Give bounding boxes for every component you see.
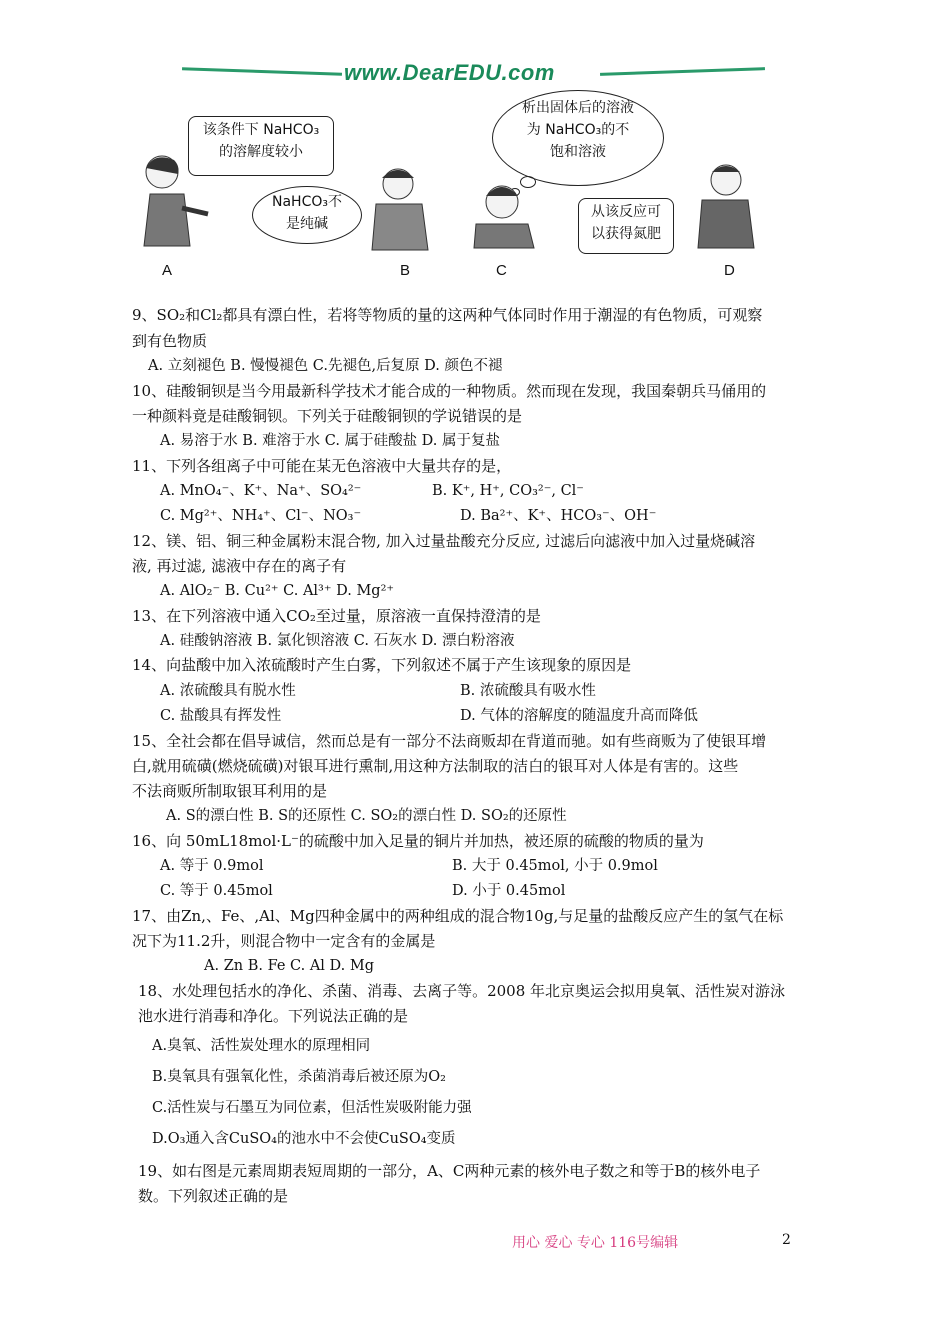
cartoon-label-b: B <box>400 262 411 279</box>
page-number: 2 <box>782 1232 791 1248</box>
speech-bubble-d <box>578 198 674 254</box>
bubble-d-text: 从该反应可以获得氮肥 <box>591 204 661 242</box>
q15-line1: 15、全社会都在倡导诚信，然而总是有一部分不法商贩却在背道而驰。如有些商贩为了使银耳增 <box>132 732 767 750</box>
speech-bubble-b <box>252 186 362 244</box>
q12-line1: 12、镁、铝、铜三种金属粉末混合物, 加入过量盐酸充分反应, 过滤后向滤液中加入过量烧碱溶 <box>132 532 756 550</box>
q16-option-a: A. 等于 0.9mol <box>160 858 264 874</box>
q9-options: A. 立刻褪色 B. 慢慢褪色 C.先褪色,后复原 D. 颜色不褪 <box>148 358 503 374</box>
q10-options: A. 易溶于水 B. 难溶于水 C. 属于硅酸盐 D. 属于复盐 <box>160 433 501 449</box>
q13-options: A. 硅酸钠溶液 B. 氯化钡溶液 C. 石灰水 D. 漂白粉溶液 <box>160 633 515 649</box>
q18-option-d: D.O₃通入含CuSO₄的池水中不会使CuSO₄变质 <box>152 1131 456 1147</box>
q12-options: A. AlO₂⁻ B. Cu²⁺ C. Al³⁺ D. Mg²⁺ <box>160 583 395 599</box>
q19-line1: 19、如右图是元素周期表短周期的一部分，A、C两种元素的核外电子数之和等于B的核外电子 <box>138 1162 761 1180</box>
footer-editor: 用心 爱心 专心 116号编辑 <box>512 1235 679 1251</box>
q17-line1: 17、由Zn,、Fe、,Al、Mg四种金属中的两种组成的混合物10g,与足量的盐酸反应产生的氢气在标 <box>132 907 784 925</box>
person-b-figure <box>368 162 438 252</box>
q17-line2: 况下为11.2升，则混合物中一定含有的金属是 <box>132 932 436 950</box>
bubble-b-text: NaHCO₃不是纯碱 <box>272 194 342 232</box>
bubble-c-text: 析出固体后的溶液为 NaHCO₃的不饱和溶液 <box>522 100 634 160</box>
q15-options: A. S的漂白性 B. S的还原性 C. SO₂的漂白性 D. SO₂的还原性 <box>166 808 567 824</box>
q17-options: A. Zn B. Fe C. Al D. Mg <box>204 958 375 974</box>
q14-option-d: D. 气体的溶解度的随温度升高而降低 <box>460 708 698 724</box>
header-line-right <box>600 67 765 76</box>
q14-option-c: C. 盐酸具有挥发性 <box>160 708 282 724</box>
q14-option-b: B. 浓硫酸具有吸水性 <box>460 683 596 699</box>
q11-stem: 11、下列各组离子中可能在某无色溶液中大量共存的是， <box>132 457 512 475</box>
person-d-figure <box>690 160 760 250</box>
q15-line3: 不法商贩所制取银耳利用的是 <box>132 782 328 800</box>
q19-line2: 数。下列叙述正确的是 <box>138 1187 289 1205</box>
q9-line1: 9、SO₂和Cl₂都具有漂白性，若将等物质的量的这两种气体同时作用于潮湿的有色物质，可观察 <box>132 306 763 324</box>
q12-line2: 液, 再过滤, 滤液中存在的离子有 <box>132 557 347 575</box>
q10-line2: 一种颜料竟是硅酸铜钡。下列关于硅酸铜钡的学说错误的是 <box>132 407 523 425</box>
q14-stem: 14、向盐酸中加入浓硫酸时产生白雾，下列叙述不属于产生该现象的原因是 <box>132 656 632 674</box>
q18-option-c: C.活性炭与石墨互为同位素，但活性炭吸附能力强 <box>152 1100 472 1116</box>
q18-line1: 18、水处理包括水的净化、杀菌、消毒、去离子等。2008 年北京奥运会拟用臭氧、活性炭对游泳 <box>138 982 786 1000</box>
q16-option-c: C. 等于 0.45mol <box>160 883 273 899</box>
q11-option-a: A. MnO₄⁻、K⁺、Na⁺、SO₄²⁻ <box>160 483 362 499</box>
person-c-figure <box>470 180 540 250</box>
q18-option-b: B.臭氧具有强氧化性，杀菌消毒后被还原为O₂ <box>152 1069 446 1085</box>
bubble-a-text: 该条件下 NaHCO₃ 的溶解度较小 <box>202 122 320 160</box>
thought-bubble-c <box>492 90 664 186</box>
q18-option-a: A.臭氧、活性炭处理水的原理相同 <box>152 1038 371 1054</box>
q11-option-c: C. Mg²⁺、NH₄⁺、Cl⁻、NO₃⁻ <box>160 508 362 524</box>
speech-bubble-a <box>188 116 334 176</box>
header-site: www.DearEDU.com <box>344 60 555 85</box>
cartoon-label-d: D <box>724 262 735 279</box>
q9-line2: 到有色物质 <box>132 332 208 350</box>
q11-option-b: B. K⁺, H⁺, CO₃²⁻, Cl⁻ <box>432 483 584 499</box>
q16-option-b: B. 大于 0.45mol, 小于 0.9mol <box>452 858 658 874</box>
header-line-left <box>182 67 342 76</box>
q16-option-d: D. 小于 0.45mol <box>452 883 566 899</box>
q11-option-d: D. Ba²⁺、K⁺、HCO₃⁻、OH⁻ <box>460 508 657 524</box>
q15-line2: 白,就用硫磺(燃烧硫磺)对银耳进行熏制,用这种方法制取的洁白的银耳对人体是有害的。这些 <box>132 757 739 775</box>
q14-option-a: A. 浓硫酸具有脱水性 <box>160 683 296 699</box>
q16-stem: 16、向 50mL18mol·L⁻的硫酸中加入足量的铜片并加热，被还原的硫酸的物质的量为 <box>132 832 704 850</box>
cartoon-label-a: A <box>162 262 173 279</box>
cartoon-label-c: C <box>496 262 507 279</box>
q18-line2: 池水进行消毒和净化。下列说法正确的是 <box>138 1007 409 1025</box>
q10-line1: 10、硅酸铜钡是当今用最新科学技术才能合成的一种物质。然而现在发现，我国秦朝兵马俑用的 <box>132 382 767 400</box>
q13-stem: 13、在下列溶液中通入CO₂至过量，原溶液一直保持澄清的是 <box>132 607 541 625</box>
